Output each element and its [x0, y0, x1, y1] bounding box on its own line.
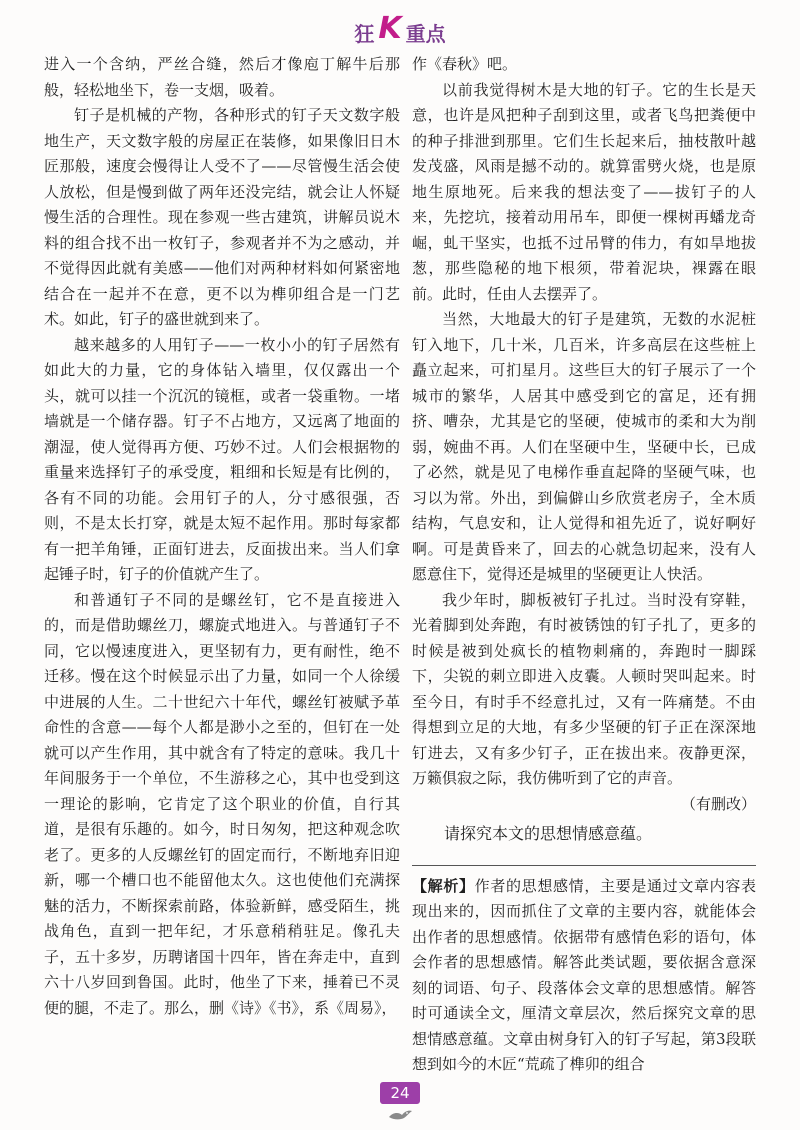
brand-right: 重点: [405, 21, 446, 46]
page-header: [0, 11, 800, 50]
paragraph: 钉子是机械的产物，各种形式的钉子天文数字般地生产，天文数字般的房屋正在装修，如果像旧日木匠那般，速度会慢得让人受不了——尽管慢生活会使人放松，但是慢到做了两年还没完结，就会让人怀疑慢生活的合理性。现在参观一些古建筑，讲解员说木料的组合找不出一枚钉子，参观者并不为之感动，并不觉得因此就有美感——他们对两种材料如何紧密地结合在一起并不在意，更不以为榫卯组合是一门艺术。如此，钉子的盛世就到来了。: [44, 106, 400, 328]
edit-note: （有删改）: [680, 794, 756, 813]
page-number: 24: [380, 1082, 419, 1104]
bird-icon: [387, 1107, 413, 1126]
analysis-tag: 【解析】: [412, 876, 475, 895]
paragraph: 和普通钉子不同的是螺丝钉，它不是直接进入的，而是借助螺丝刀，螺旋式地进入。与普通钉子不同，它以慢速度进入，更坚韧有力，更有耐性，绝不迁移。慢在这个时候显示出了力量，如同一个人徐缓中进展的人生。二十世纪六十年代，螺丝钉被赋予革命性的含意——每个人都是渺小之至的，但钉在一处就可以产生作用，其中就含有了特定的意味。我几十年间服务于一个单位，不生游移之心，其中也受到这一理论的影响，它肯定了这个职业的价值，自行其道，是很有乐趣的。如今，时日匆匆，把这种观念吹老了。更多的人反螺丝钉的固定而行，不断地弃旧迎新，哪一个槽口也不能留他太久。这也使他们充满探魅的活力，不断探索前路，体验新鲜，感受陌生，挑战角色，直到一把年纪，才乐意稍稍驻足。像孔夫子，五十多岁，历聘诸国十四年，皆在奔走中，直到六十八岁回到鲁国。此时，他坐了下来，捶着已不灵便的腿，不走了。那么，删《诗》《书》，系《周易》，: [44, 590, 400, 1017]
brand-logo: [354, 11, 446, 47]
brand-left: 狂: [354, 21, 375, 46]
divider: [412, 865, 756, 866]
paragraph: 我少年时，脚板被钉子扎过。当时没有穿鞋，光着脚到处奔跑，有时被锈蚀的钉子扎了，更多的时候是被到处疯长的植物刺痛的，奔跑时一脚踩下，尖锐的刺立即进入皮囊。人顿时哭叫起来。时至今日，有时手不经意扎过，又有一阵痛楚。不由得想到立足的大地，有多少坚硬的钉子正在深深地钉进去，又有多少钉子，正在拔出来。夜静更深，万籁俱寂之际，我仿佛听到了它的声音。: [412, 590, 756, 787]
paragraph: 作《春秋》吧。: [412, 55, 518, 73]
right-column: [412, 52, 756, 1073]
analysis-text: 作者的思想感情，主要是通过文章内容表现出来的，因而抓住了文章的主要内容，就能体会出作者的思想感情。依据带有感情色彩的语句，体会作者的思想感情。解答此类试题，要依据含意深刻的词语、句子、段落体会文章的思想感情。解答时可通读全文，厘清文章层次，然后探究文章的思想情感意蕴。文章由树身钉入的钉子写起，第3段联想到如今的木匠“荒疏了榫卯的组合: [412, 876, 756, 1073]
paragraph: 进入一个含纳，严丝合缝，然后才像庖丁解牛后那般，轻松地坐下，卷一支烟，吸着。: [44, 55, 400, 99]
left-column: [44, 52, 400, 1062]
page-footer: [0, 1082, 800, 1126]
paragraph: 当然，大地最大的钉子是建筑，无数的水泥桩钉入地下，几十米，几百米，许多高层在这些桩上矗立起来，可扪星月。这些巨大的钉子展示了一个城市的繁华，人居其中感受到它的富足，还有拥挤、嘈杂，尤其是它的坚硬，使城市的柔和大为削弱，婉曲不再。人们在坚硬中生，坚硬中长，已成了必然，就是见了电梯作垂直起降的坚硬气味，也习以为常。外出，到偏僻山乡欣赏老房子，全木质结构，气息安和，让人觉得和祖先近了，说好啊好啊。可是黄昏来了，回去的心就急切起来，没有人愿意住下，觉得还是城里的坚硬更让人快活。: [412, 310, 756, 583]
analysis: [412, 874, 756, 1078]
question: 请探究本文的思想情感意蕴。: [444, 824, 653, 843]
paragraph: 越来越多的人用钉子——一枚小小的钉子居然有如此大的力量，它的身体钻入墙里，仅仅露出一个头，就可以挂一个沉沉的镜框，或者一袋重物。一堵墙就是一个储存器。钉子不占地方，又远离了地面的潮湿，使人觉得再方便、巧妙不过。人们会根据物的重量来选择钉子的承受度，粗细和长短是有比例的，各有不同的功能。会用钉子的人，分寸感很强，否则，不是太长打穿，就是太短不起作用。那时每家都有一把羊角锤，正面钉进去，反面拔出来。当人们拿起锤子时，钉子的价值就产生了。: [44, 335, 400, 583]
paragraph: 以前我觉得树木是大地的钉子。它的生长是天意，也许是风把种子刮到这里，或者飞鸟把粪便中的种子排泄到那里。它们生长起来后，抽枝散叶越发茂盛，风雨是撼不动的。就算雷劈火烧，也是原地生原地死。后来我的想法变了——拔钉子的人来，先挖坑，接着动用吊车，即便一棵树再蟠龙奇崛，虬干坚实，也抵不过吊臂的伟力，有如旱地拔葱，那些隐秘的地下根须，带着泥块，裸露在眼前。此时，任由人去摆弄了。: [412, 80, 756, 303]
brand-k: K: [378, 11, 402, 46]
